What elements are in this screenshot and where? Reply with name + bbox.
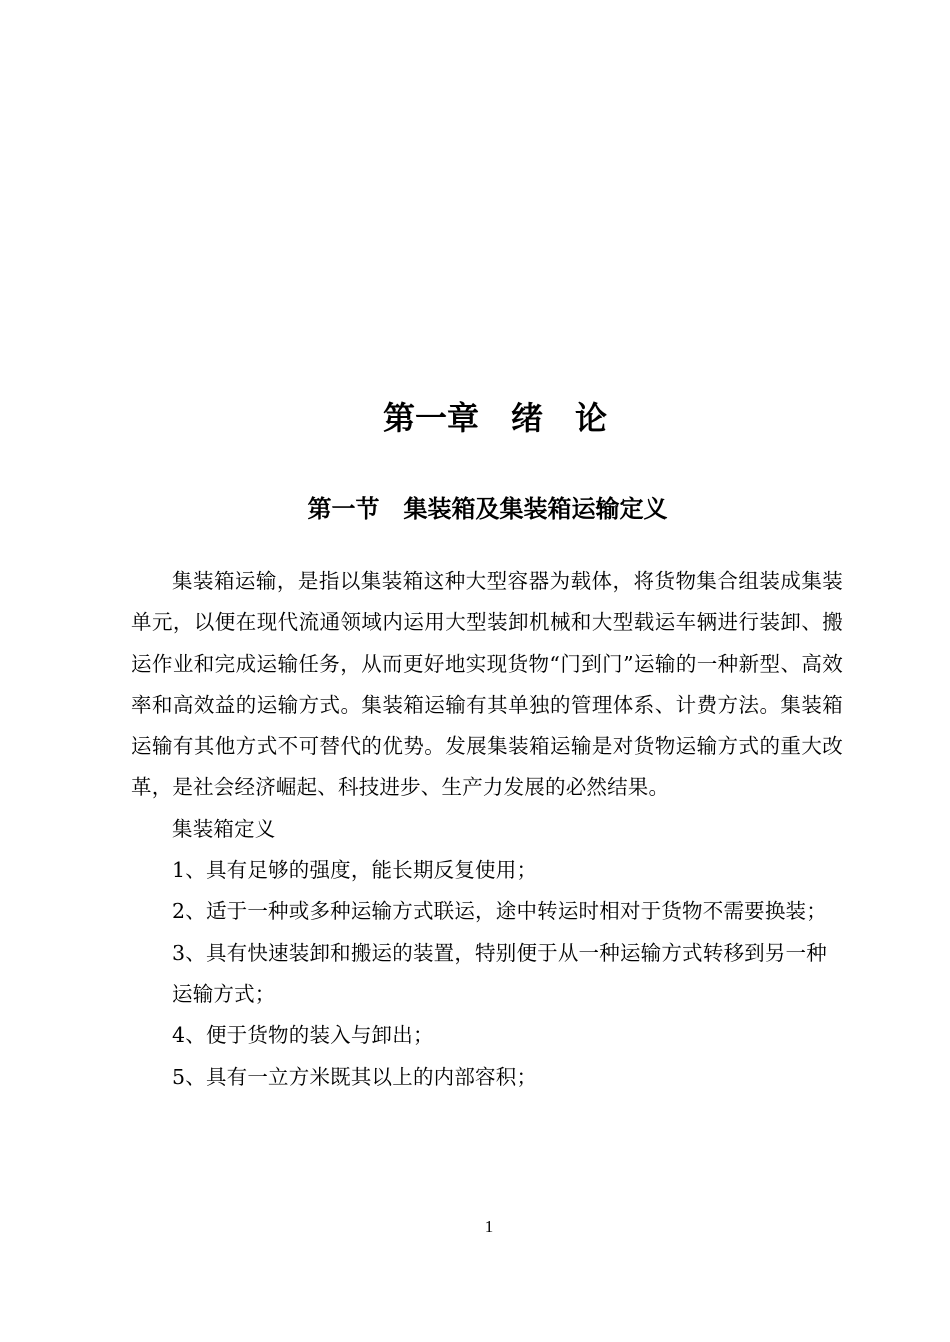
definition-item: 4、便于货物的装入与卸出； [172,1023,434,1048]
body-text [131,561,843,1098]
definition-item: 1、具有足够的强度，能长期反复使用； [172,858,538,883]
definition-list [131,809,843,1098]
page-number: 1 [484,1217,494,1236]
section-title: 第一节 集装箱及集装箱运输定义 [307,495,668,523]
definition-item: 3、具有快速装卸和搬运的装置，特别便于从一种运输方式转移到另一种运输方式； [172,940,827,1006]
intro-paragraph: 集装箱运输，是指以集装箱这种大型容器为载体，将货物集合组装成集装单元，以便在现代流通领域内运用大型装卸机械和大型载运车辆进行装卸、搬运作业和完成运输任务，从而更好地实现货物“门到门”运输的一种新型、高效率和高效益的运输方式。集装箱运输有其单独的管理体系、计费方法。集装箱运输有其他方式不可替代的优势。发展集装箱运输是对货物运输方式的重大改革，是社会经济崛起、科技进步、生产力发展的必然结果。 [131,569,843,800]
definition-item: 5、具有一立方米既其以上的内部容积； [172,1064,538,1089]
definition-item: 2、适于一种或多种运输方式联运，途中转运时相对于货物不需要换装； [172,899,827,924]
chapter-title: 第一章 绪 论 [382,399,607,437]
definition-label: 集装箱定义 [172,816,276,841]
